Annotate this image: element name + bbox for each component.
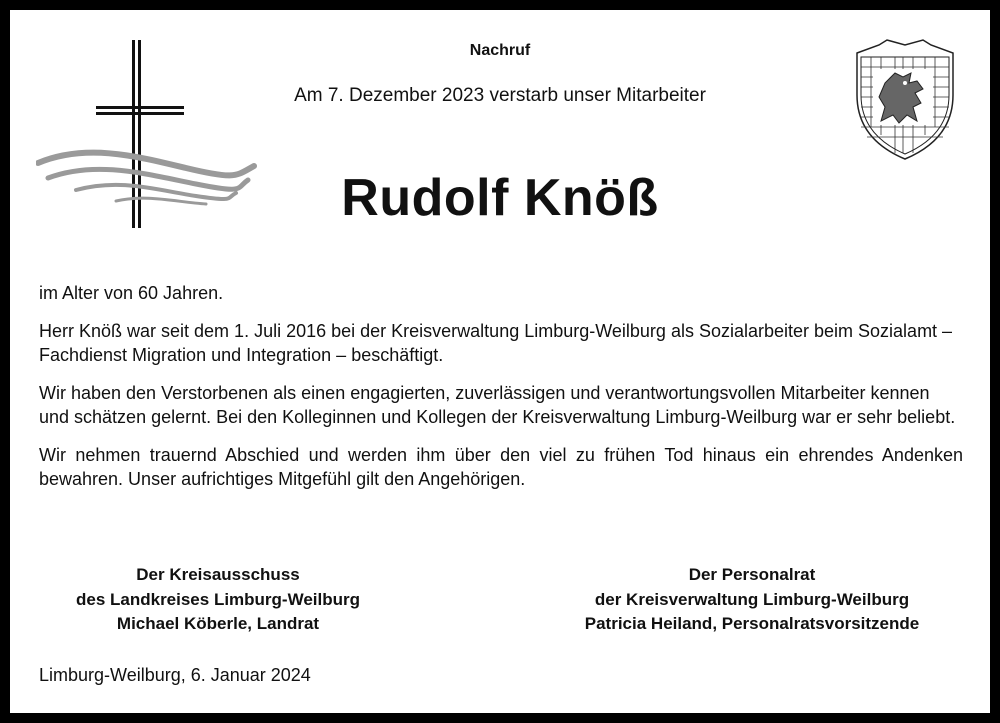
signature-line: Michael Köberle, Landrat <box>116 614 320 633</box>
signature-line: des Landkreises Limburg-Weilburg <box>75 589 361 609</box>
signature-line: Der Personalrat <box>688 565 816 584</box>
signature-district-committee <box>37 563 399 637</box>
signature-line: der Kreisverwaltung Limburg-Weilburg <box>594 589 910 609</box>
coat-of-arms-icon <box>851 37 959 163</box>
notice-heading: Nachruf <box>469 42 531 59</box>
intro-line: Am 7. Dezember 2023 verstarb unser Mitarbeiter <box>294 85 706 106</box>
farewell-paragraph: Wir nehmen trauernd Abschied und werden ihm über den viel zu frühen Tod hinaus ein ehrendes Andenken bewahren. Unser aufrichtiges Mitgefühl gilt den Angehörigen. <box>39 444 963 489</box>
deceased-name: Rudolf Knöß <box>341 169 659 227</box>
signature-line: Der Kreisausschuss <box>136 565 300 584</box>
employment-paragraph: Herr Knöß war seit dem 1. Juli 2016 bei der Kreisverwaltung Limburg-Weilburg als Sozialarbeiter beim Sozialamt – Fachdienst Migration und Integration – beschäftigt. <box>39 320 953 365</box>
signature-staff-council <box>550 563 954 637</box>
signature-line: Patricia Heiland, Personalratsvorsitzende <box>584 614 920 633</box>
obituary-notice <box>10 10 990 713</box>
appreciation-paragraph: Wir haben den Verstorbenen als einen engagierten, zuverlässigen und verantwortungsvollen Mitarbeiter kennen und schätzen gelernt. Bei den Kolleginnen und Kollegen der Kreisverwaltung Limburg-Weilburg war er sehr beliebt. <box>39 382 956 427</box>
obituary-body <box>39 281 963 505</box>
place-date: Limburg-Weilburg, 6. Januar 2024 <box>39 665 311 685</box>
age-line: im Alter von 60 Jahren. <box>39 283 224 303</box>
